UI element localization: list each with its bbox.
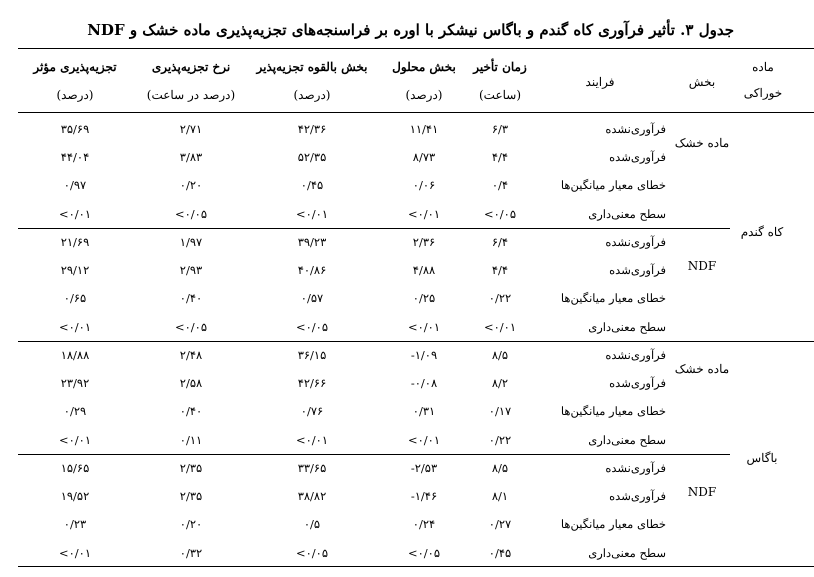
bottom-rule: [18, 566, 814, 567]
potential-cell: <۰/۰۵: [295, 319, 329, 334]
fraction-label: NDF: [687, 259, 717, 273]
potential-cell: ۰/۴۵: [300, 178, 324, 193]
block-separator-rule: [18, 341, 814, 342]
effective-cell: ۰/۲۳: [63, 517, 87, 532]
soluble-cell: <۰/۰۱: [407, 319, 441, 334]
soluble-cell: <۰/۰۱: [407, 432, 441, 447]
header-feed-line2: خوراکی: [743, 86, 783, 100]
potential-cell: ۳۸/۸۲: [297, 489, 327, 504]
table-title: جدول ۳. تأثیر فرآوری کاه گندم و باگاس نیشکر با اوره بر فراسنجه‌های تجزیه‌پذیری ماده خشک و NDF: [87, 21, 734, 39]
feed-label: کاه گندم: [740, 224, 784, 239]
lag-cell: <۰/۰۱: [483, 319, 517, 334]
rate-cell: ۰/۲۰: [179, 517, 203, 532]
rate-cell: ۲/۴۸: [179, 348, 203, 362]
potential-cell: ۳۶/۱۵: [297, 348, 327, 362]
soluble-cell: ۲/۳۶: [412, 235, 436, 249]
soluble-cell: ۸/۷۳: [412, 150, 436, 165]
soluble-cell: ۴/۸۸: [412, 263, 436, 278]
lag-cell: ۸/۵: [491, 348, 509, 362]
rate-cell: ۰/۲۰: [179, 178, 203, 193]
potential-cell: ۴۲/۳۶: [297, 122, 327, 136]
fraction-label: ماده خشک: [674, 362, 730, 376]
potential-cell: ۰/۷۶: [300, 404, 324, 419]
potential-cell: ۵۲/۳۵: [297, 150, 327, 165]
soluble-cell: ۰/۲۴: [412, 517, 436, 532]
lag-cell: ۶/۴: [491, 235, 509, 249]
lag-cell: ۰/۴: [491, 178, 509, 193]
potential-cell: ۴۲/۶۶: [297, 376, 327, 391]
potential-cell: <۰/۰۱: [295, 432, 329, 447]
lag-cell: ۰/۲۲: [488, 291, 512, 306]
rate-cell: ۳/۸۳: [179, 150, 203, 165]
effective-cell: ۴۴/۰۴: [60, 150, 90, 165]
header-potential: بخش بالقوه تجزیه‌پذیر: [256, 60, 368, 74]
rate-cell: ۲/۵۸: [179, 376, 203, 391]
rate-cell: ۰/۴۰: [179, 291, 203, 306]
lag-cell: ۴/۴: [491, 263, 509, 278]
fraction-label: ماده خشک: [674, 136, 730, 150]
potential-cell: <۰/۰۱: [295, 206, 329, 221]
header-fraction: بخش: [688, 75, 716, 89]
process-cell: فرآوری‌نشده: [605, 122, 666, 136]
effective-cell: <۰/۰۱: [58, 319, 92, 334]
effective-cell: ۲۱/۶۹: [60, 235, 90, 249]
process-cell: فرآوری‌شده: [609, 150, 666, 165]
process-cell: سطح معنی‌داری: [588, 319, 666, 334]
process-cell: خطای معیار میانگین‌ها: [560, 517, 666, 532]
effective-cell: ۰/۹۷: [63, 178, 87, 193]
process-cell: سطح معنی‌داری: [588, 545, 666, 560]
effective-cell: ۱۵/۶۵: [60, 461, 90, 475]
process-cell: فرآوری‌نشده: [605, 235, 666, 249]
rate-cell: ۲/۷۱: [179, 122, 203, 136]
rate-cell: ۰/۴۰: [179, 404, 203, 419]
lag-cell: ۸/۲: [491, 376, 509, 391]
soluble-cell: ۰/۳۱: [412, 404, 436, 419]
process-cell: خطای معیار میانگین‌ها: [560, 291, 666, 306]
soluble-cell: -۱/۴۶: [410, 489, 438, 504]
lag-cell: ۸/۵: [491, 461, 509, 475]
process-cell: فرآوری‌شده: [609, 489, 666, 504]
soluble-cell: ۱۱/۴۱: [409, 122, 439, 136]
potential-cell: ۳۹/۲۳: [297, 235, 327, 249]
potential-cell: ۳۳/۶۵: [297, 461, 327, 475]
process-cell: سطح معنی‌داری: [588, 432, 666, 447]
rate-cell: ۲/۹۳: [179, 263, 203, 278]
lag-cell: ۰/۴۵: [488, 545, 512, 560]
header-soluble: بخش محلول: [392, 60, 456, 74]
lag-cell: ۰/۲۷: [488, 517, 512, 532]
soluble-cell: ۰/۰۶: [412, 178, 436, 193]
effective-cell: <۰/۰۱: [58, 545, 92, 560]
header-soluble-unit: (درصد): [405, 88, 443, 102]
soluble-cell: <۰/۰۱: [407, 206, 441, 221]
soluble-cell: -۰/۰۸: [410, 376, 438, 391]
effective-cell: ۰/۲۹: [63, 404, 87, 419]
process-cell: فرآوری‌نشده: [605, 461, 666, 475]
header-process: فرایند: [585, 75, 615, 89]
lag-cell: ۶/۳: [491, 122, 509, 136]
effective-cell: ۲۳/۹۲: [60, 376, 90, 391]
header-rate-unit: (درصد در ساعت): [146, 88, 236, 102]
block-separator-rule: [18, 228, 730, 229]
lag-cell: ۰/۲۲: [488, 432, 512, 447]
feed-label: باگاس: [746, 450, 778, 465]
effective-cell: ۳۵/۶۹: [60, 122, 90, 136]
rate-cell: ۰/۱۱: [179, 432, 203, 447]
rate-cell: ۱/۹۷: [179, 235, 203, 249]
effective-cell: <۰/۰۱: [58, 432, 92, 447]
effective-cell: ۱۸/۸۸: [60, 348, 90, 362]
block-separator-rule: [18, 454, 730, 455]
header-feed-line1: ماده: [752, 60, 774, 74]
lag-cell: <۰/۰۵: [483, 206, 517, 221]
process-cell: خطای معیار میانگین‌ها: [560, 404, 666, 419]
top-rule: [18, 48, 814, 49]
rate-cell: <۰/۰۵: [174, 206, 208, 221]
effective-cell: ۱۹/۵۲: [60, 489, 90, 504]
soluble-cell: -۲/۵۳: [410, 461, 438, 475]
effective-cell: <۰/۰۱: [58, 206, 92, 221]
header-rule: [18, 112, 814, 113]
header-potential-unit: (درصد): [293, 88, 331, 102]
header-effective-unit: (درصد): [56, 88, 94, 102]
rate-cell: ۲/۳۵: [179, 489, 203, 504]
header-effective: تجزیه‌پذیری مؤثر: [33, 60, 117, 74]
potential-cell: ۴۰/۸۶: [297, 263, 327, 278]
header-lag: زمان تأخیر: [473, 60, 527, 74]
process-cell: سطح معنی‌داری: [588, 206, 666, 221]
rate-cell: <۰/۰۵: [174, 319, 208, 334]
rate-cell: ۰/۳۲: [179, 545, 203, 560]
process-cell: فرآوری‌نشده: [605, 348, 666, 362]
potential-cell: ۰/۵۷: [300, 291, 324, 306]
process-cell: خطای معیار میانگین‌ها: [560, 178, 666, 193]
soluble-cell: -۱/۰۹: [410, 348, 438, 362]
fraction-label: NDF: [687, 485, 717, 499]
rate-cell: ۲/۳۵: [179, 461, 203, 475]
lag-cell: ۸/۱: [491, 489, 509, 504]
process-cell: فرآوری‌شده: [609, 263, 666, 278]
potential-cell: <۰/۰۵: [295, 545, 329, 560]
soluble-cell: ۰/۲۵: [412, 291, 436, 306]
process-cell: فرآوری‌شده: [609, 376, 666, 391]
header-lag-unit: (ساعت): [478, 88, 522, 102]
potential-cell: ۰/۵: [303, 517, 321, 532]
effective-cell: ۲۹/۱۲: [60, 263, 90, 278]
header-rate: نرخ تجزیه‌پذیری: [151, 60, 231, 74]
lag-cell: ۴/۴: [491, 150, 509, 165]
lag-cell: ۰/۱۷: [488, 404, 512, 419]
effective-cell: ۰/۶۵: [63, 291, 87, 306]
soluble-cell: <۰/۰۵: [407, 545, 441, 560]
